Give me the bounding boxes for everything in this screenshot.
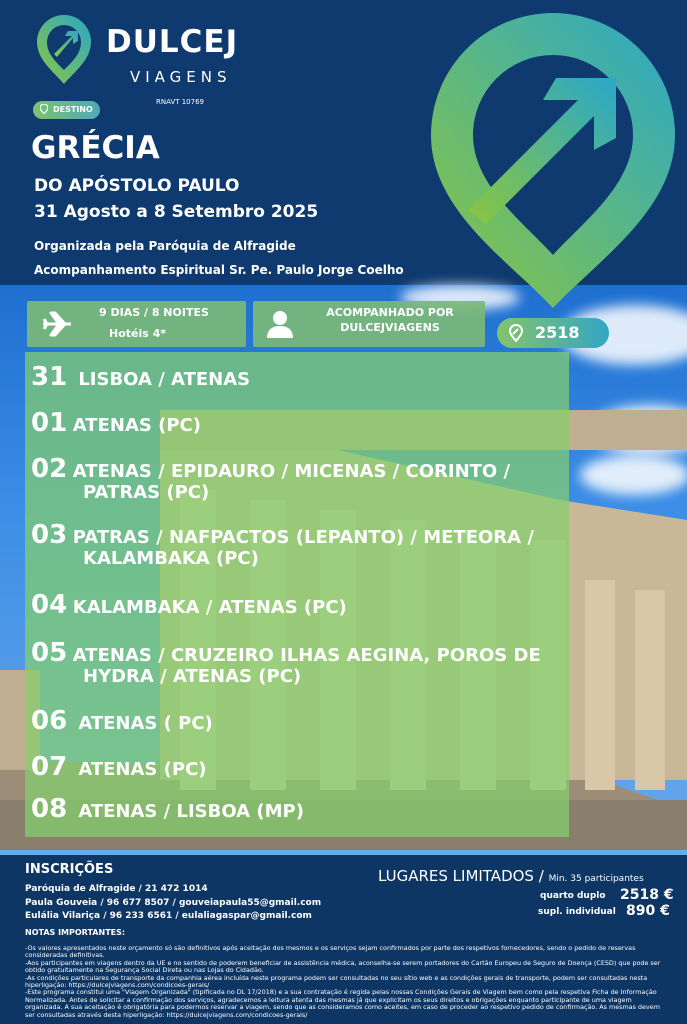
itinerary-day: 07 ATENAS (PC) xyxy=(31,752,207,782)
tour-code-badge xyxy=(497,318,609,348)
itinerary-day: 06 ATENAS ( PC) xyxy=(31,706,213,736)
note-item: -As condições particulares de transporte da companhia aérea incluída neste programa podem ser consultadas no seu sítio web e as condições gerais de transporte, podem ser consultadas nesta hiperligação: https://dulcejviagens.com/condicoes-gerais/ xyxy=(25,973,648,990)
itinerary-panel xyxy=(25,352,569,837)
note-item: -Os valores apresentados neste orçamento só são definitivos após aceitação dos mesmos e os serviços sejam confirmados por parte dos respetivos fornecedores, sendo o pedido de reservas consideradas definitivas. xyxy=(25,944,636,960)
brand-subtitle: VIAGENS xyxy=(130,68,232,86)
spiritual-accompaniment-text: Acompanhamento Espiritual Sr. Pe. Paulo Jorge Coelho xyxy=(34,263,404,277)
limited-places: LUGARES LIMITADOS / Min. 35 participantes xyxy=(378,867,644,885)
airplane-icon xyxy=(41,311,73,337)
brand-name: DULCEJ xyxy=(106,24,239,60)
note-item: -Este programa constitui uma "Viagem Organizada" (tipificada no DL 17/2018) e a sua contratação é regida pelas nossas Condições Gerais de Viagem bem como pela respetiva Ficha de Informação Normalizada. Antes de solicitar a confirmação dos serviços, agradecemos a leitura atenta das mesmas já que explicitam os seus direitos e obrigações enquanto participante de uma viagem organizada. A sua aceitação é obrigatória para podermos reservar a viagem, sendo que as consideramos como aceites, em caso de proceder ao respetivo pedido de confirmação. As mesmas devem ser consultadas através desta hiperligação: https://dulcejviagens.com/condicoes-gerais/ xyxy=(25,988,660,1019)
destination-badge xyxy=(33,101,100,119)
tour-dates: 31 Agosto a 8 Setembro 2025 xyxy=(34,202,319,222)
double-room-price: 2518 € xyxy=(620,887,674,903)
contact-paula: Paula Gouveia / 96 677 8507 / gouveiapaula55@gmail.com xyxy=(25,898,322,908)
itinerary-day: 05 ATENAS / CRUZEIRO ILHAS AEGINA, POROS DE HYDRA / ATENAS (PC) xyxy=(31,638,541,687)
duration-box xyxy=(27,301,246,347)
contact-eulalia: Eulália Vilariça / 96 233 6561 / eulaliagaspar@gmail.com xyxy=(25,911,312,921)
person-icon xyxy=(265,309,295,339)
accompanied-company: DULCEJVIAGENS xyxy=(340,321,440,334)
large-pin-arrow-icon xyxy=(428,10,678,310)
accompanied-box xyxy=(253,301,485,347)
notes-title: NOTAS IMPORTANTES: xyxy=(25,928,126,937)
hotels-text: Hotéis 4* xyxy=(109,327,167,340)
destination-badge-label: DESTINO xyxy=(53,105,93,114)
destination-title: GRÉCIA xyxy=(31,130,160,166)
location-pin-icon xyxy=(509,324,523,342)
notes-body xyxy=(25,945,665,1019)
double-room-label: quarto duplo xyxy=(540,891,606,901)
itinerary-day: 31 LISBOA / ATENAS xyxy=(31,362,251,392)
single-supplement-label: supl. individual xyxy=(538,907,616,917)
brand-pin-icon xyxy=(34,12,94,86)
location-pin-icon xyxy=(40,104,48,114)
itinerary-day: 01 ATENAS (PC) xyxy=(31,408,201,438)
itinerary-day: 08 ATENAS / LISBOA (MP) xyxy=(31,794,304,824)
rnavt-number: RNAVT 10769 xyxy=(156,98,204,106)
itinerary-day: 04 KALAMBAKA / ATENAS (PC) xyxy=(31,590,347,620)
tour-subtitle: DO APÓSTOLO PAULO xyxy=(34,176,240,196)
organizer-text: Organizada pela Paróquia de Alfragide xyxy=(34,239,296,253)
min-participants: Min. 35 participantes xyxy=(548,874,644,884)
accompanied-label: ACOMPANHADO POR xyxy=(326,306,454,319)
note-item: -Aos participantes em viagens dentro da UE e no sentido de poderem beneficiar de assistência médica, aconselha-se serem portadores do Cartão Europeu de Seguro de Doença (CESD) que pode ser obtido gratuitamente na Segurança Social Direta ou nas Lojas do Cidadão. xyxy=(25,958,661,975)
contact-parish: Paróquia de Alfragide / 21 472 1014 xyxy=(25,884,208,894)
duration-text: 9 DIAS / 8 NOITES xyxy=(99,306,209,319)
tour-code: 2518 xyxy=(535,323,580,342)
single-supplement-price: 890 € xyxy=(626,903,670,919)
itinerary-day: 03 PATRAS / NAFPACTOS (LEPANTO) / METEORA / KALAMBAKA (PC) xyxy=(31,520,534,569)
registrations-title: INSCRIÇÕES xyxy=(25,862,114,877)
itinerary-day: 02 ATENAS / EPIDAURO / MICENAS / CORINTO / PATRAS (PC) xyxy=(31,454,511,503)
